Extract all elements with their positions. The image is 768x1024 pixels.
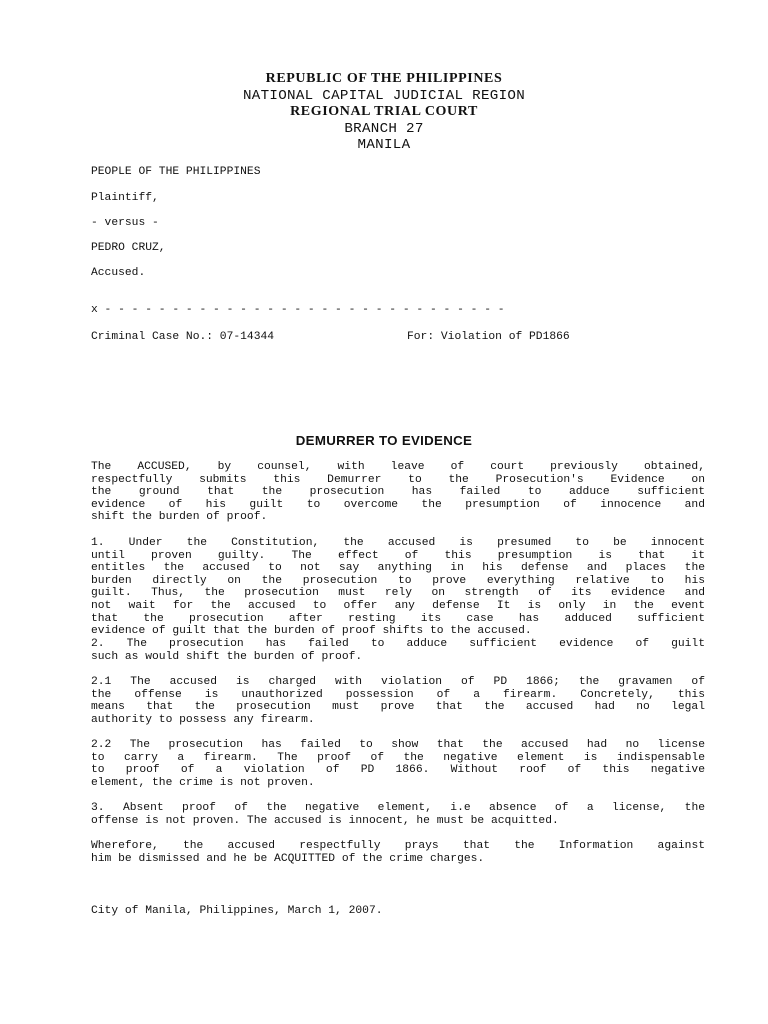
paragraph-line: 3. Absent proof of the negative element, i.e absence of a license, the: [91, 802, 705, 814]
accused-name: PEDRO CRUZ,: [91, 242, 166, 254]
paragraph-line: shift the burden of proof.: [91, 511, 268, 524]
caption-separator: x - - - - - - - - - - - - - - - - - - - - - - - - - - - - - -: [91, 304, 505, 316]
paragraph-line: 2.1 The accused is charged with violation of PD 1866; the gravamen of: [91, 676, 705, 688]
document-title: DEMURRER TO EVIDENCE: [295, 433, 473, 448]
paragraph-line: means that the prosecution must prove that the accused had no legal: [91, 701, 705, 714]
paragraph-line: 2. The prosecution has failed to adduce sufficient evidence of guilt: [91, 638, 705, 650]
paragraph-line: that the prosecution after resting its case has adduced sufficient: [91, 612, 705, 625]
paragraph-line: not wait for the accused to offer any defense It is only in the event: [91, 599, 705, 612]
paragraph-line: such as would shift the burden of proof.: [91, 650, 363, 663]
offense-label: For: Violation of PD1866: [407, 331, 570, 343]
paragraph-line: the ground that the prosecution has failed to adduce sufficient: [91, 486, 705, 499]
versus-label: - versus -: [91, 217, 159, 229]
paragraph-line: burden directly on the prosecution to prove everything relative to his: [91, 574, 705, 587]
paragraph-line: 2.2 The prosecution has failed to show that the accused had no license: [91, 739, 705, 751]
paragraph-line: 1. Under the Constitution, the accused is presumed to be innocent: [91, 537, 705, 549]
court-header: [0, 71, 768, 154]
paragraph-line: evidence of his guilt to overcome the presumption of innocence and: [91, 498, 705, 511]
paragraph-line: entitles the accused to not say anything in his defense and places the: [91, 562, 705, 575]
paragraph-line: the offense is unauthorized possession of a firearm. Concretely, this: [91, 688, 705, 701]
court-heading: REGIONAL TRIAL COURT: [290, 104, 478, 119]
paragraph-line: evidence of guilt that the burden of proof shifts to the accused.: [91, 625, 532, 638]
paragraph-line: him be dismissed and he be ACQUITTED of the crime charges.: [91, 852, 485, 865]
paragraph-2-2: [91, 739, 705, 789]
paragraph-3: [91, 802, 705, 827]
plaintiff-role: Plaintiff,: [91, 192, 159, 204]
intro-paragraph: [91, 461, 705, 524]
republic-heading: REPUBLIC OF THE PHILIPPINES: [265, 71, 503, 86]
case-number: Criminal Case No.: 07-14344: [91, 331, 275, 343]
paragraph-line: The ACCUSED, by counsel, with leave of court previously obtained,: [91, 461, 705, 473]
paragraph-line: authority to possess any firearm.: [91, 713, 315, 726]
branch-heading: BRANCH 27: [344, 120, 424, 137]
paragraph-line: Wherefore, the accused respectfully prays that the Information against: [91, 840, 705, 852]
paragraph-line: offense is not proven. The accused is innocent, he must be acquitted.: [91, 814, 559, 827]
wherefore-paragraph: [91, 840, 705, 865]
plaintiff-name: PEOPLE OF THE PHILIPPINES: [91, 166, 261, 178]
paragraph-line: to carry a firearm. The proof of the negative element is indispensable: [91, 751, 705, 764]
paragraph-line: guilt. Thus, the prosecution must rely on strength of its evidence and: [91, 587, 705, 600]
paragraph-line: until proven guilty. The effect of this presumption is that it: [91, 549, 705, 562]
paragraph-line: to proof of a violation of PD 1866. Without roof of this negative: [91, 764, 705, 777]
paragraph-1: [91, 537, 705, 638]
paragraph-2: [91, 638, 705, 663]
closing-place-date: City of Manila, Philippines, March 1, 2007.: [91, 905, 383, 917]
region-heading: NATIONAL CAPITAL JUDICIAL REGION: [242, 87, 526, 104]
city-heading: MANILA: [357, 137, 411, 153]
accused-role: Accused.: [91, 267, 146, 279]
paragraph-line: element, the crime is not proven.: [91, 776, 315, 789]
paragraph-2-1: [91, 676, 705, 726]
paragraph-line: respectfully submits this Demurrer to the Prosecution's Evidence on: [91, 473, 705, 486]
